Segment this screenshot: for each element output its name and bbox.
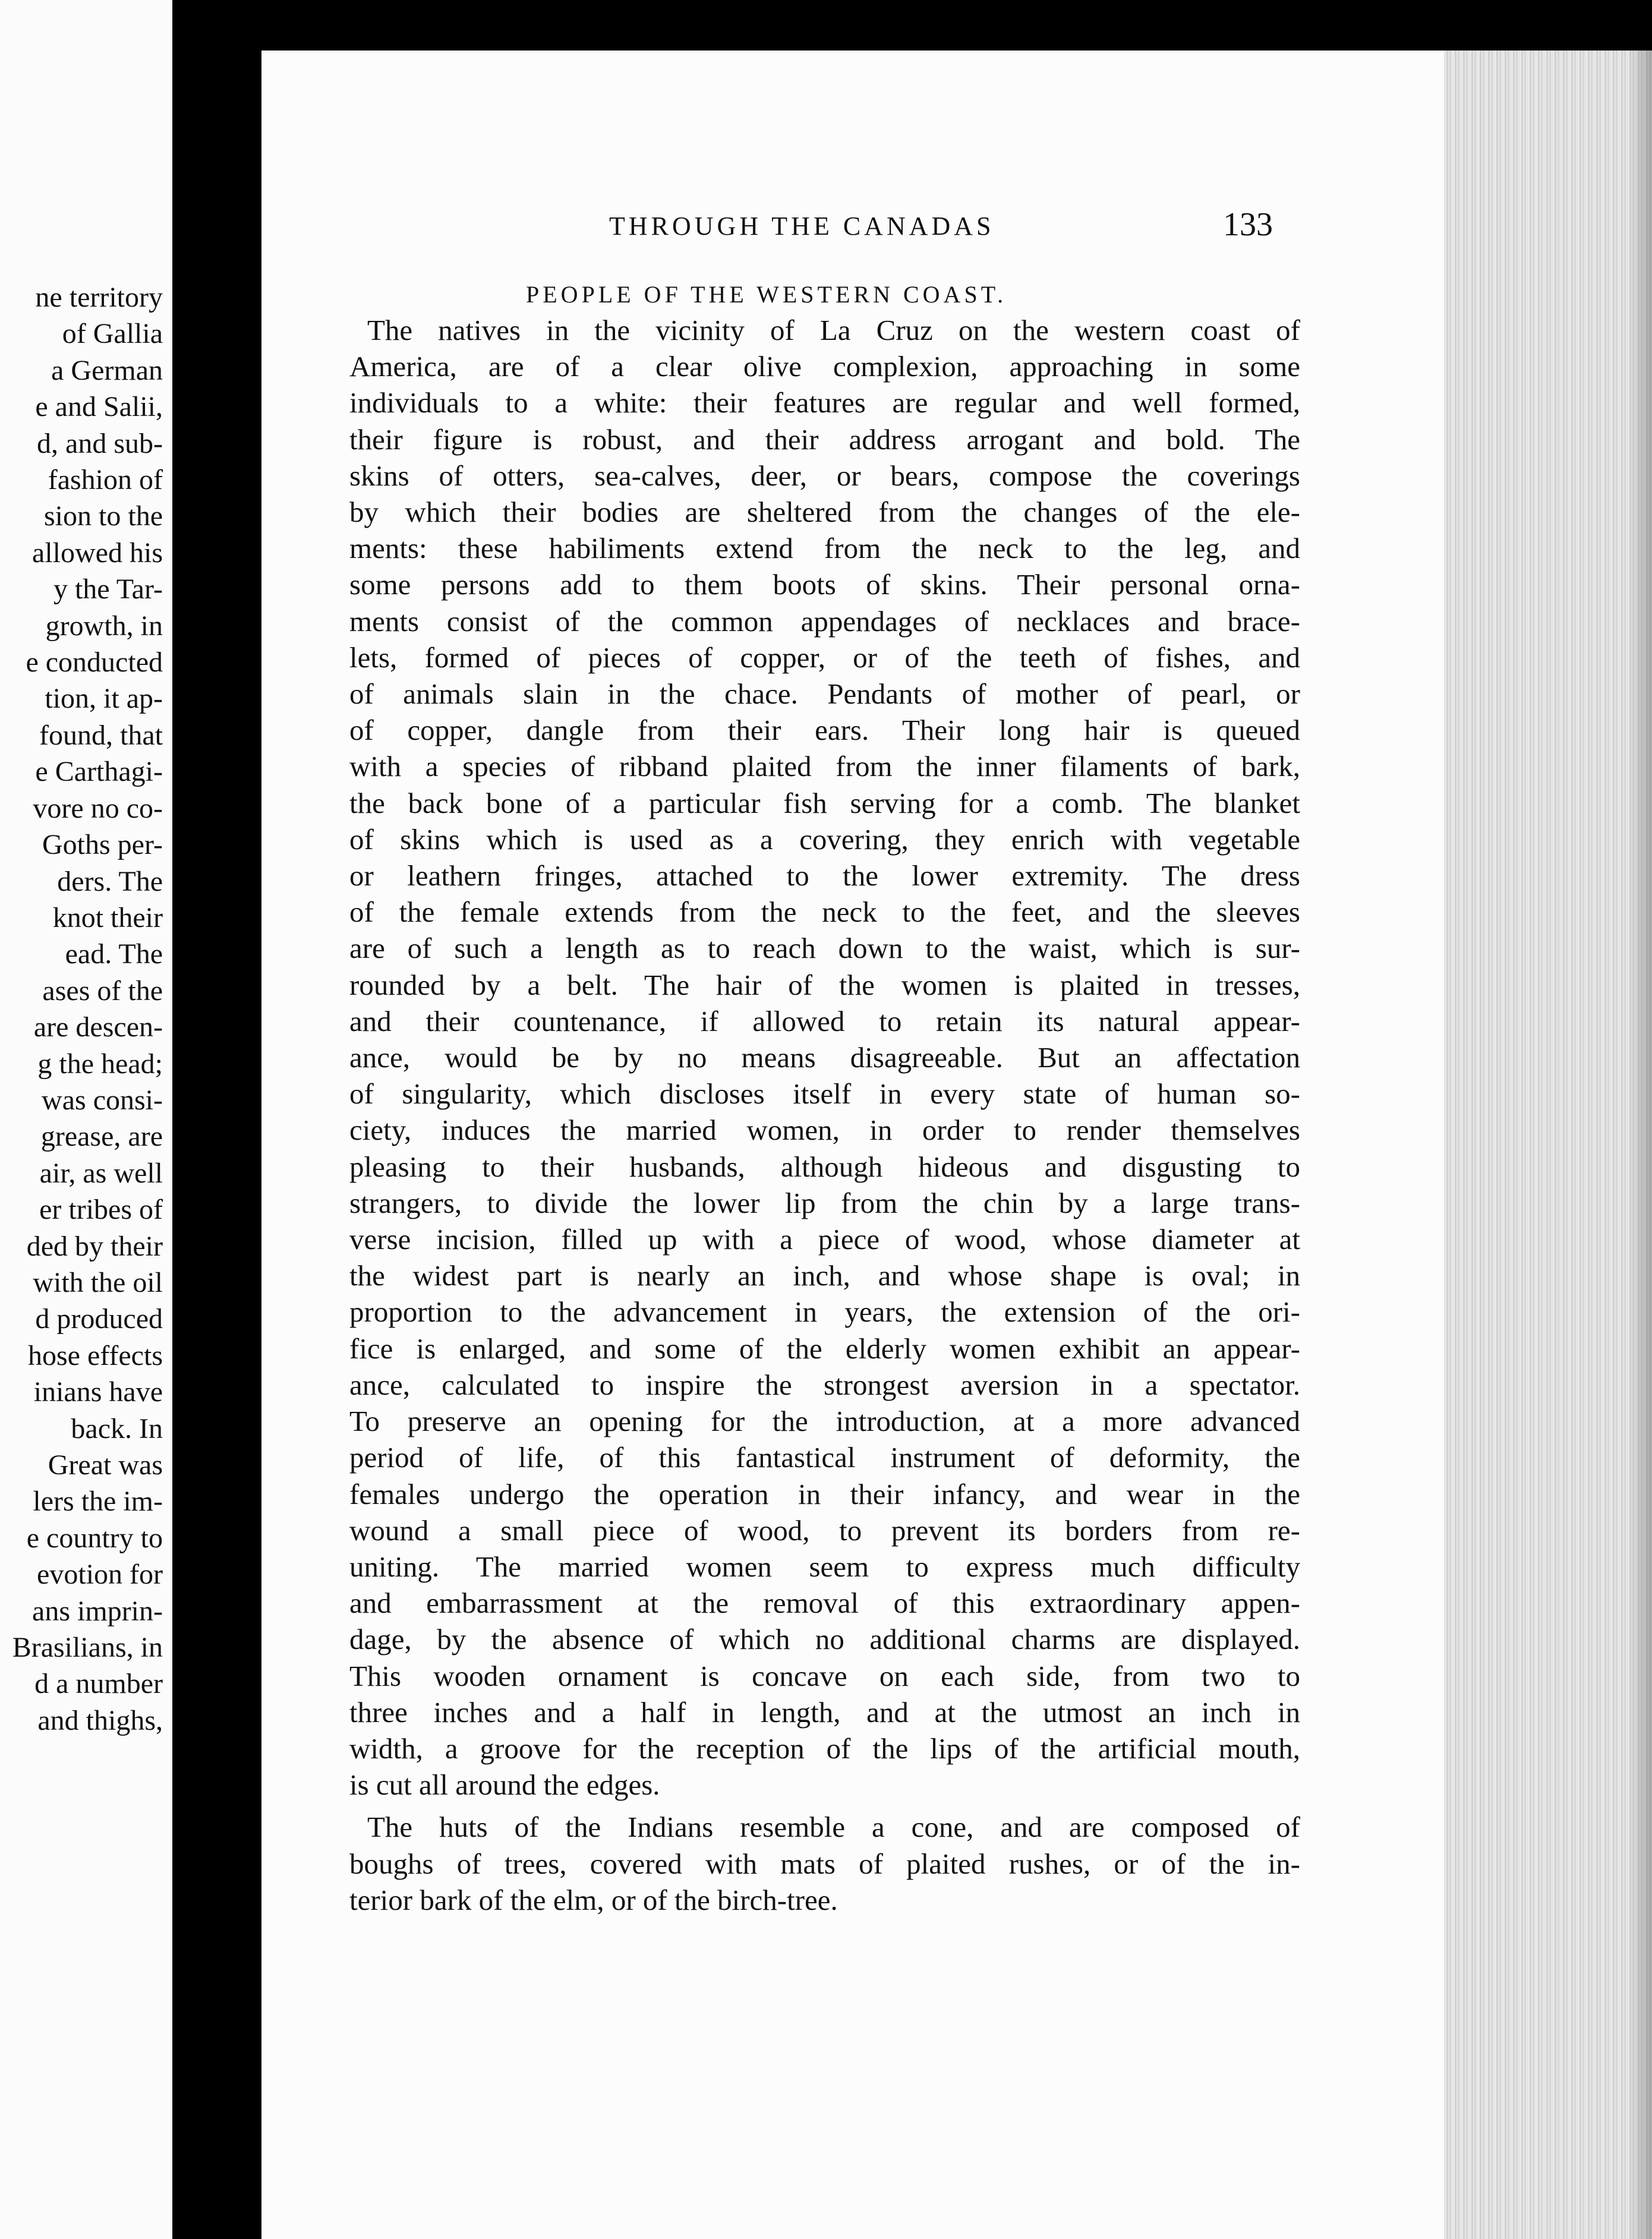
left-page-line: are descen- — [33, 1011, 163, 1043]
left-page-line: ead. The — [65, 938, 163, 970]
left-page-line: allowed his — [32, 537, 163, 569]
left-page-line: e country to — [26, 1522, 163, 1554]
text-line: ments consist of the common appendages of necklaces and brace- — [349, 604, 1300, 638]
left-page-line: d produced — [35, 1303, 163, 1335]
text-line: skins of otters, sea-calves, deer, or bears, compose the coverings — [349, 459, 1300, 492]
left-page-line: and thighs, — [37, 1704, 163, 1736]
left-page-line: e conducted — [26, 647, 163, 679]
text-line: To preserve an opening for the introduction, at a more advanced — [349, 1405, 1300, 1438]
text-line: of copper, dangle from their ears. Their long hair is queued — [349, 714, 1300, 747]
left-page-line: ases of the — [42, 975, 163, 1007]
text-line: three inches and a half in length, and at the utmost an inch in — [349, 1695, 1300, 1729]
text-line: of animals slain in the chace. Pendants of mother of pearl, or — [349, 677, 1300, 711]
left-page-line: Brasilians, in — [12, 1632, 163, 1664]
text-line: strangers, to divide the lower lip from the chin by a large trans- — [349, 1186, 1300, 1219]
text-line: are of such a length as to reach down to the waist, which is sur- — [349, 932, 1300, 965]
left-page-line: air, as well — [39, 1157, 163, 1189]
left-page-line: d, and sub- — [37, 427, 163, 459]
left-page-line: Great was — [48, 1449, 163, 1481]
left-page-line: ded by their — [26, 1230, 163, 1262]
text-line: of singularity, which discloses itself in every state of human so- — [349, 1077, 1300, 1111]
left-page-line: e and Salii, — [35, 391, 163, 423]
page-number: 133 — [1223, 206, 1273, 243]
left-page-line: of Gallia — [62, 318, 163, 350]
text-line: individuals to a white: their features are regular and well formed, — [349, 386, 1300, 420]
left-page-line: with the oil — [33, 1266, 163, 1298]
text-line: the widest part is nearly an inch, and whose shape is oval; in — [349, 1259, 1300, 1292]
left-page-line: fashion of — [48, 464, 163, 496]
text-line: and embarrassment at the removal of this extraordinary appen- — [349, 1587, 1300, 1620]
text-line: period of life, of this fantastical instrument of deformity, the — [349, 1441, 1300, 1474]
left-page-line: y the Tar- — [53, 573, 163, 606]
left-page-line: inians have — [33, 1376, 163, 1408]
paragraph-gap — [349, 1803, 1300, 1809]
text-line: proportion to the advancement in years, the extension of the ori- — [349, 1295, 1300, 1329]
running-head: THROUGH THE CANADAS — [609, 212, 995, 241]
text-line: uniting. The married women seem to express much difficulty — [349, 1550, 1300, 1583]
text-line: wound a small piece of wood, to prevent its borders from re- — [349, 1513, 1300, 1547]
text-line: of skins which is used as a covering, they enrich with vegetable — [349, 822, 1300, 856]
text-line: America, are of a clear olive complexion, approaching in some — [349, 350, 1300, 383]
text-line: This wooden ornament is concave on each side, from two to — [349, 1659, 1300, 1692]
text-line: with a species of ribband plaited from the inner filaments of bark, — [349, 750, 1300, 783]
left-page-line: ders. The — [57, 865, 163, 897]
text-line: rounded by a belt. The hair of the women is plaited in tresses, — [349, 968, 1300, 1001]
text-line: ments: these habiliments extend from the neck to the leg, and — [349, 532, 1300, 565]
left-page-line: grease, are — [40, 1121, 163, 1153]
left-page-line: tion, it ap- — [45, 683, 163, 715]
left-page-line: Goths per- — [42, 829, 163, 861]
left-page-line: found, that — [39, 719, 163, 751]
left-page-line: was consi- — [42, 1084, 163, 1116]
left-page-line: sion to the — [44, 500, 163, 532]
left-page-line: g the head; — [37, 1048, 163, 1080]
left-page-line: hose effects — [27, 1339, 163, 1371]
text-line: width, a groove for the reception of the lips of the artificial mouth, — [349, 1732, 1300, 1765]
section-title: PEOPLE OF THE WESTERN COAST. — [526, 281, 1007, 308]
left-page-line: a German — [51, 354, 163, 386]
text-line: pleasing to their husbands, although hideous and disgusting to — [349, 1150, 1300, 1183]
left-facing-page — [0, 0, 172, 2239]
left-page-line: e Carthagi- — [35, 756, 163, 788]
book-gutter — [172, 0, 261, 2239]
left-page-line: back. In — [71, 1412, 163, 1445]
text-line: and their countenance, if allowed to retain its natural appear- — [349, 1004, 1300, 1037]
text-line: some persons add to them boots of skins. Their personal orna- — [349, 568, 1300, 601]
left-page-text — [0, 279, 163, 1739]
left-page-line: vore no co- — [33, 792, 163, 824]
left-page-line: growth, in — [45, 610, 163, 642]
text-line: by which their bodies are sheltered from the changes of the ele- — [349, 496, 1300, 529]
text-line: The natives in the vicinity of La Cruz on the western coast of — [367, 314, 1300, 346]
text-line: females undergo the operation in their infancy, and wear in the — [349, 1477, 1300, 1510]
text-line: or leathern fringes, attached to the lower extremity. The dress — [349, 859, 1300, 893]
text-line: of the female extends from the neck to the feet, and the sleeves — [349, 895, 1300, 929]
body-text — [349, 312, 1300, 1918]
left-page-line: er tribes of — [39, 1194, 163, 1226]
text-line: ciety, induces the married women, in order to render themselves — [349, 1114, 1300, 1147]
text-line: their figure is robust, and their address arrogant and bold. The — [349, 422, 1300, 456]
text-line: dage, by the absence of which no additional charms are displayed. — [349, 1623, 1300, 1656]
left-page-line: knot their — [52, 901, 163, 934]
text-line: The huts of the Indians resemble a cone, and are composed of — [367, 1811, 1300, 1844]
left-page-line: evotion for — [37, 1559, 163, 1591]
page-edges — [1444, 51, 1652, 2239]
text-line: ance, would be by no means disagreeable. But an affectation — [349, 1041, 1300, 1074]
text-line: lets, formed of pieces of copper, or of the teeth of fishes, and — [349, 641, 1300, 674]
text-line: ance, calculated to inspire the strongest aversion in a spectator. — [349, 1368, 1300, 1401]
left-page-line: ne territory — [35, 282, 163, 313]
left-page-line: lers the im- — [33, 1486, 163, 1518]
text-line: boughs of trees, covered with mats of plaited rushes, or of the in- — [349, 1847, 1300, 1880]
text-line: is cut all around the edges. — [349, 1768, 660, 1802]
text-line: the back bone of a particular fish serving for a comb. The blanket — [349, 786, 1300, 819]
left-page-line: d a number — [34, 1668, 163, 1700]
left-page-line: ans imprin- — [32, 1595, 163, 1627]
text-line: terior bark of the elm, or of the birch-tree. — [349, 1883, 838, 1916]
text-line: fice is enlarged, and some of the elderly women exhibit an appear- — [349, 1332, 1300, 1365]
text-line: verse incision, filled up with a piece of wood, whose diameter at — [349, 1223, 1300, 1256]
